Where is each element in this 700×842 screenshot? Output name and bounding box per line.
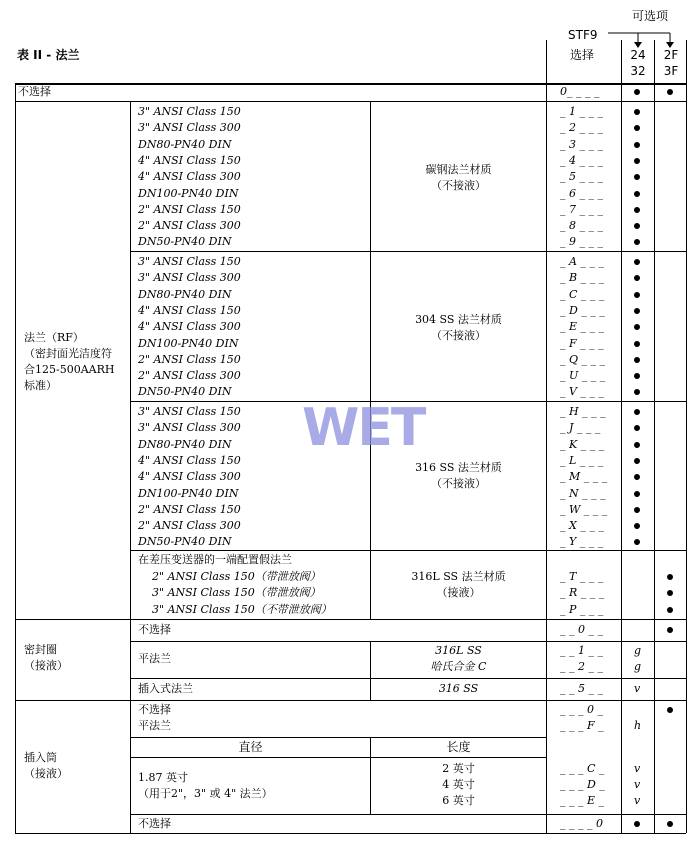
ss316-flange-code: _ K _ _ _ [560,437,605,451]
ss316-material-2: （不接液） [431,477,486,490]
sleeve-code-1: _ _ _ C _ [560,762,605,775]
ss316l-flange-item: 2" ANSI Class 150（带泄放阀） [152,570,321,583]
ss316-flange-item: DN80-PN40 DIN [138,437,232,451]
availability-dot [634,491,640,497]
ss316-material-1: 316 SS 法兰材质 [415,461,502,474]
availability-dot [634,523,640,529]
availability-dot [667,707,673,713]
availability-dot [634,109,640,115]
availability-dot [634,425,640,431]
ss316l-material-1: 316L SS 法兰材质 [411,570,506,583]
carbon-flange-item: 2" ANSI Class 150 [138,202,241,216]
availability-dot [634,308,640,314]
carbon-flange-item: DN100-PN40 DIN [138,186,239,200]
ss316-flange-code: _ H _ _ _ [560,405,606,418]
availability-dot [634,442,640,448]
none-top-code: 0_ _ _ _ [560,85,600,98]
sleeve-code-2: _ _ _ D _ [560,778,605,791]
none-bottom-code: _ _ _ _ 0 [560,817,603,830]
availability-dot [634,292,640,298]
carbon-flange-code: _ 1 _ _ _ [560,105,603,118]
availability-dot [667,821,673,827]
ss304-flange-item: 3" ANSI Class 300 [138,271,241,285]
availability-dot [667,89,673,95]
carbon-flange-code: _ 9 _ _ _ [560,235,603,249]
sleeve-mark-2: v [634,778,641,791]
carbon-flange-code: _ 6 _ _ _ [560,186,603,200]
ss304-material-2: （不接液） [431,329,486,342]
seal-none-label: 不选择 [138,623,171,636]
ss304-flange-code: _ U _ _ _ [560,369,606,383]
ss304-flange-item: DN100-PN40 DIN [138,336,239,350]
availability-dot [667,627,673,633]
carbon-material-2: （不接液） [431,179,486,192]
carbon-flange-item: 3" ANSI Class 300 [138,121,241,135]
availability-dot [634,89,640,95]
ss316-flange-item: 3" ANSI Class 300 [138,421,241,435]
carbon-flange-code: _ 8 _ _ _ [560,219,603,233]
sleeve-none-code: _ _ _ 0 _ [560,703,603,716]
sleeve-mark-1: v [634,762,641,775]
flange-label-3: 合125-500AARH [24,363,115,376]
ss316-flange-item: 2" ANSI Class 300 [138,519,241,533]
model-label: STF9 [568,28,598,42]
availability-dot [634,821,640,827]
availability-dot [634,275,640,281]
flange-label-2: （密封面光洁度符 [24,347,112,360]
sleeve-none-label: 不选择 [138,703,171,716]
ss316-flange-item: 2" ANSI Class 150 [138,502,241,516]
availability-dot [634,507,640,513]
seal-flat-label: 平法兰 [138,652,171,665]
sleeve-flat-mark: h [634,719,642,732]
sleeve-length-1: 2 英寸 [442,762,475,775]
availability-dot [667,590,673,596]
sleeve-dia-2: （用于2"，3" 或 4" 法兰） [138,787,273,800]
availability-dot [634,191,640,197]
carbon-flange-code: _ 3 _ _ _ [560,137,603,151]
carbon-flange-item: 4" ANSI Class 300 [138,170,241,184]
availability-dot [667,607,673,613]
select-label: 选择 [570,48,595,62]
ss316l-material-2: （接液） [436,586,481,599]
ss304-material-1: 304 SS 法兰材质 [415,313,502,326]
availability-dot [634,357,640,363]
sleeve-code-3: _ _ _ E _ [560,794,605,807]
ss316-flange-code: _ L _ _ _ [560,453,604,467]
col1-top: 24 [630,48,646,62]
ss316l-flange-item: 3" ANSI Class 150（不带泄放阀） [152,602,332,616]
ss304-flange-code: _ E _ _ _ [560,320,605,334]
seal-flat-code-2: _ _ 2 _ _ [560,660,603,673]
seal-flat-mark-2: g [634,660,642,673]
none-bottom-label: 不选择 [138,817,171,830]
carbon-flange-code: _ 2 _ _ _ [560,121,603,135]
ss316-flange-item: DN100-PN40 DIN [138,486,239,500]
ss316-flange-item: DN50-PN40 DIN [138,535,232,549]
ss316-flange-code: _ N _ _ _ [560,486,606,500]
ss316l-flange-item: 3" ANSI Class 150（带泄放阀） [152,586,321,600]
availability-dot [667,574,673,580]
diameter-header: 直径 [238,740,263,754]
availability-dot [634,223,640,229]
availability-dot [634,458,640,464]
sleeve-label-2: （接液） [24,767,68,780]
ss304-flange-code: _ A _ _ _ [560,255,604,268]
table-title: 表 II - 法兰 [17,48,80,62]
carbon-flange-item: DN50-PN40 DIN [138,235,232,249]
ss304-flange-item: DN80-PN40 DIN [138,287,232,301]
availability-dot [634,474,640,480]
carbon-flange-item: 4" ANSI Class 150 [138,153,241,167]
availability-dot [634,125,640,131]
ss316-flange-item: 4" ANSI Class 300 [138,470,241,484]
ss304-flange-code: _ F _ _ _ [560,336,604,350]
seal-insert-code: _ _ 5 _ _ [560,682,603,695]
seal-label-2: （接液） [24,659,68,672]
flange-label-1: 法兰（RF） [24,331,84,344]
carbon-flange-item: DN80-PN40 DIN [138,137,232,151]
col2-top: 2F [663,48,679,62]
seal-flat-code-1: _ _ 1 _ _ [560,644,603,657]
option-bracket-arrows [600,20,690,50]
ss316-flange-code: _ J _ _ _ [560,421,601,435]
none-top-label: 不选择 [18,85,51,98]
availability-dot [634,373,640,379]
ss316-flange-code: _ W _ _ _ [560,502,608,516]
ss316-flange-item: 4" ANSI Class 150 [138,453,241,467]
ss316l-intro: 在差压变送器的一端配置假法兰 [138,553,292,566]
seal-insert-mark: v [634,682,641,695]
ss304-flange-item: DN50-PN40 DIN [138,385,232,399]
ss316-flange-code: _ X _ _ _ [560,519,604,533]
seal-insert-label: 插入式法兰 [138,682,193,695]
availability-dot [634,341,640,347]
flange-label-4: 标准） [24,379,57,392]
ss316l-flange-code: _ T _ _ _ [560,570,604,583]
seal-label-1: 密封圈 [24,643,57,656]
seal-flat-material-1: 316L SS [435,644,482,657]
seal-insert-material: 316 SS [438,682,479,695]
optional-label: 可选项 [632,9,669,23]
availability-dot [634,324,640,330]
availability-dot [634,239,640,245]
availability-dot [634,409,640,415]
carbon-flange-code: _ 4 _ _ _ [560,153,603,167]
carbon-flange-item: 3" ANSI Class 150 [138,105,241,118]
ss304-flange-code: _ D _ _ _ [560,303,605,317]
length-header: 长度 [446,740,471,754]
ss316-flange-code: _ Y _ _ _ [560,535,604,549]
availability-dot [634,142,640,148]
ss304-flange-code: _ V _ _ _ [560,385,604,399]
ss316l-flange-code: _ R _ _ _ [560,586,605,600]
ss304-flange-item: 2" ANSI Class 150 [138,352,241,366]
sleeve-flat-label: 平法兰 [138,719,171,732]
availability-dot [634,259,640,265]
carbon-flange-code: _ 7 _ _ _ [560,202,603,216]
ss304-flange-item: 4" ANSI Class 300 [138,320,241,334]
sleeve-dia-1: 1.87 英寸 [138,771,188,784]
col2-bottom: 3F [663,64,679,78]
carbon-flange-item: 2" ANSI Class 300 [138,219,241,233]
availability-dot [634,539,640,545]
availability-dot [634,207,640,213]
sleeve-length-2: 4 英寸 [442,778,475,791]
col1-bottom: 32 [630,64,646,78]
availability-dot [634,174,640,180]
ss304-flange-item: 4" ANSI Class 150 [138,303,241,317]
seal-flat-mark-1: g [634,644,642,657]
sleeve-mark-3: v [634,794,641,807]
watermark-logo: WET [302,398,425,458]
ss304-flange-code: _ Q _ _ _ [560,352,606,366]
ss316-flange-item: 3" ANSI Class 150 [138,405,241,418]
sleeve-label-1: 插入筒 [24,751,57,764]
seal-none-code: _ _ 0 _ _ [560,623,603,636]
sleeve-flat-code: _ _ _ F _ [560,719,604,732]
availability-dot [634,158,640,164]
ss316l-flange-code: _ P _ _ _ [560,602,604,616]
ss304-flange-item: 2" ANSI Class 300 [138,369,241,383]
carbon-flange-code: _ 5 _ _ _ [560,170,603,184]
ss304-flange-code: _ B _ _ _ [560,271,605,285]
availability-dot [634,389,640,395]
seal-flat-material-2: 哈氏合金 C [430,660,487,673]
sleeve-length-3: 6 英寸 [442,794,475,807]
ss316-flange-code: _ M _ _ _ [560,470,608,484]
ss304-flange-item: 3" ANSI Class 150 [138,255,241,268]
carbon-material-1: 碳钢法兰材质 [425,163,492,176]
ss304-flange-code: _ C _ _ _ [560,287,605,301]
